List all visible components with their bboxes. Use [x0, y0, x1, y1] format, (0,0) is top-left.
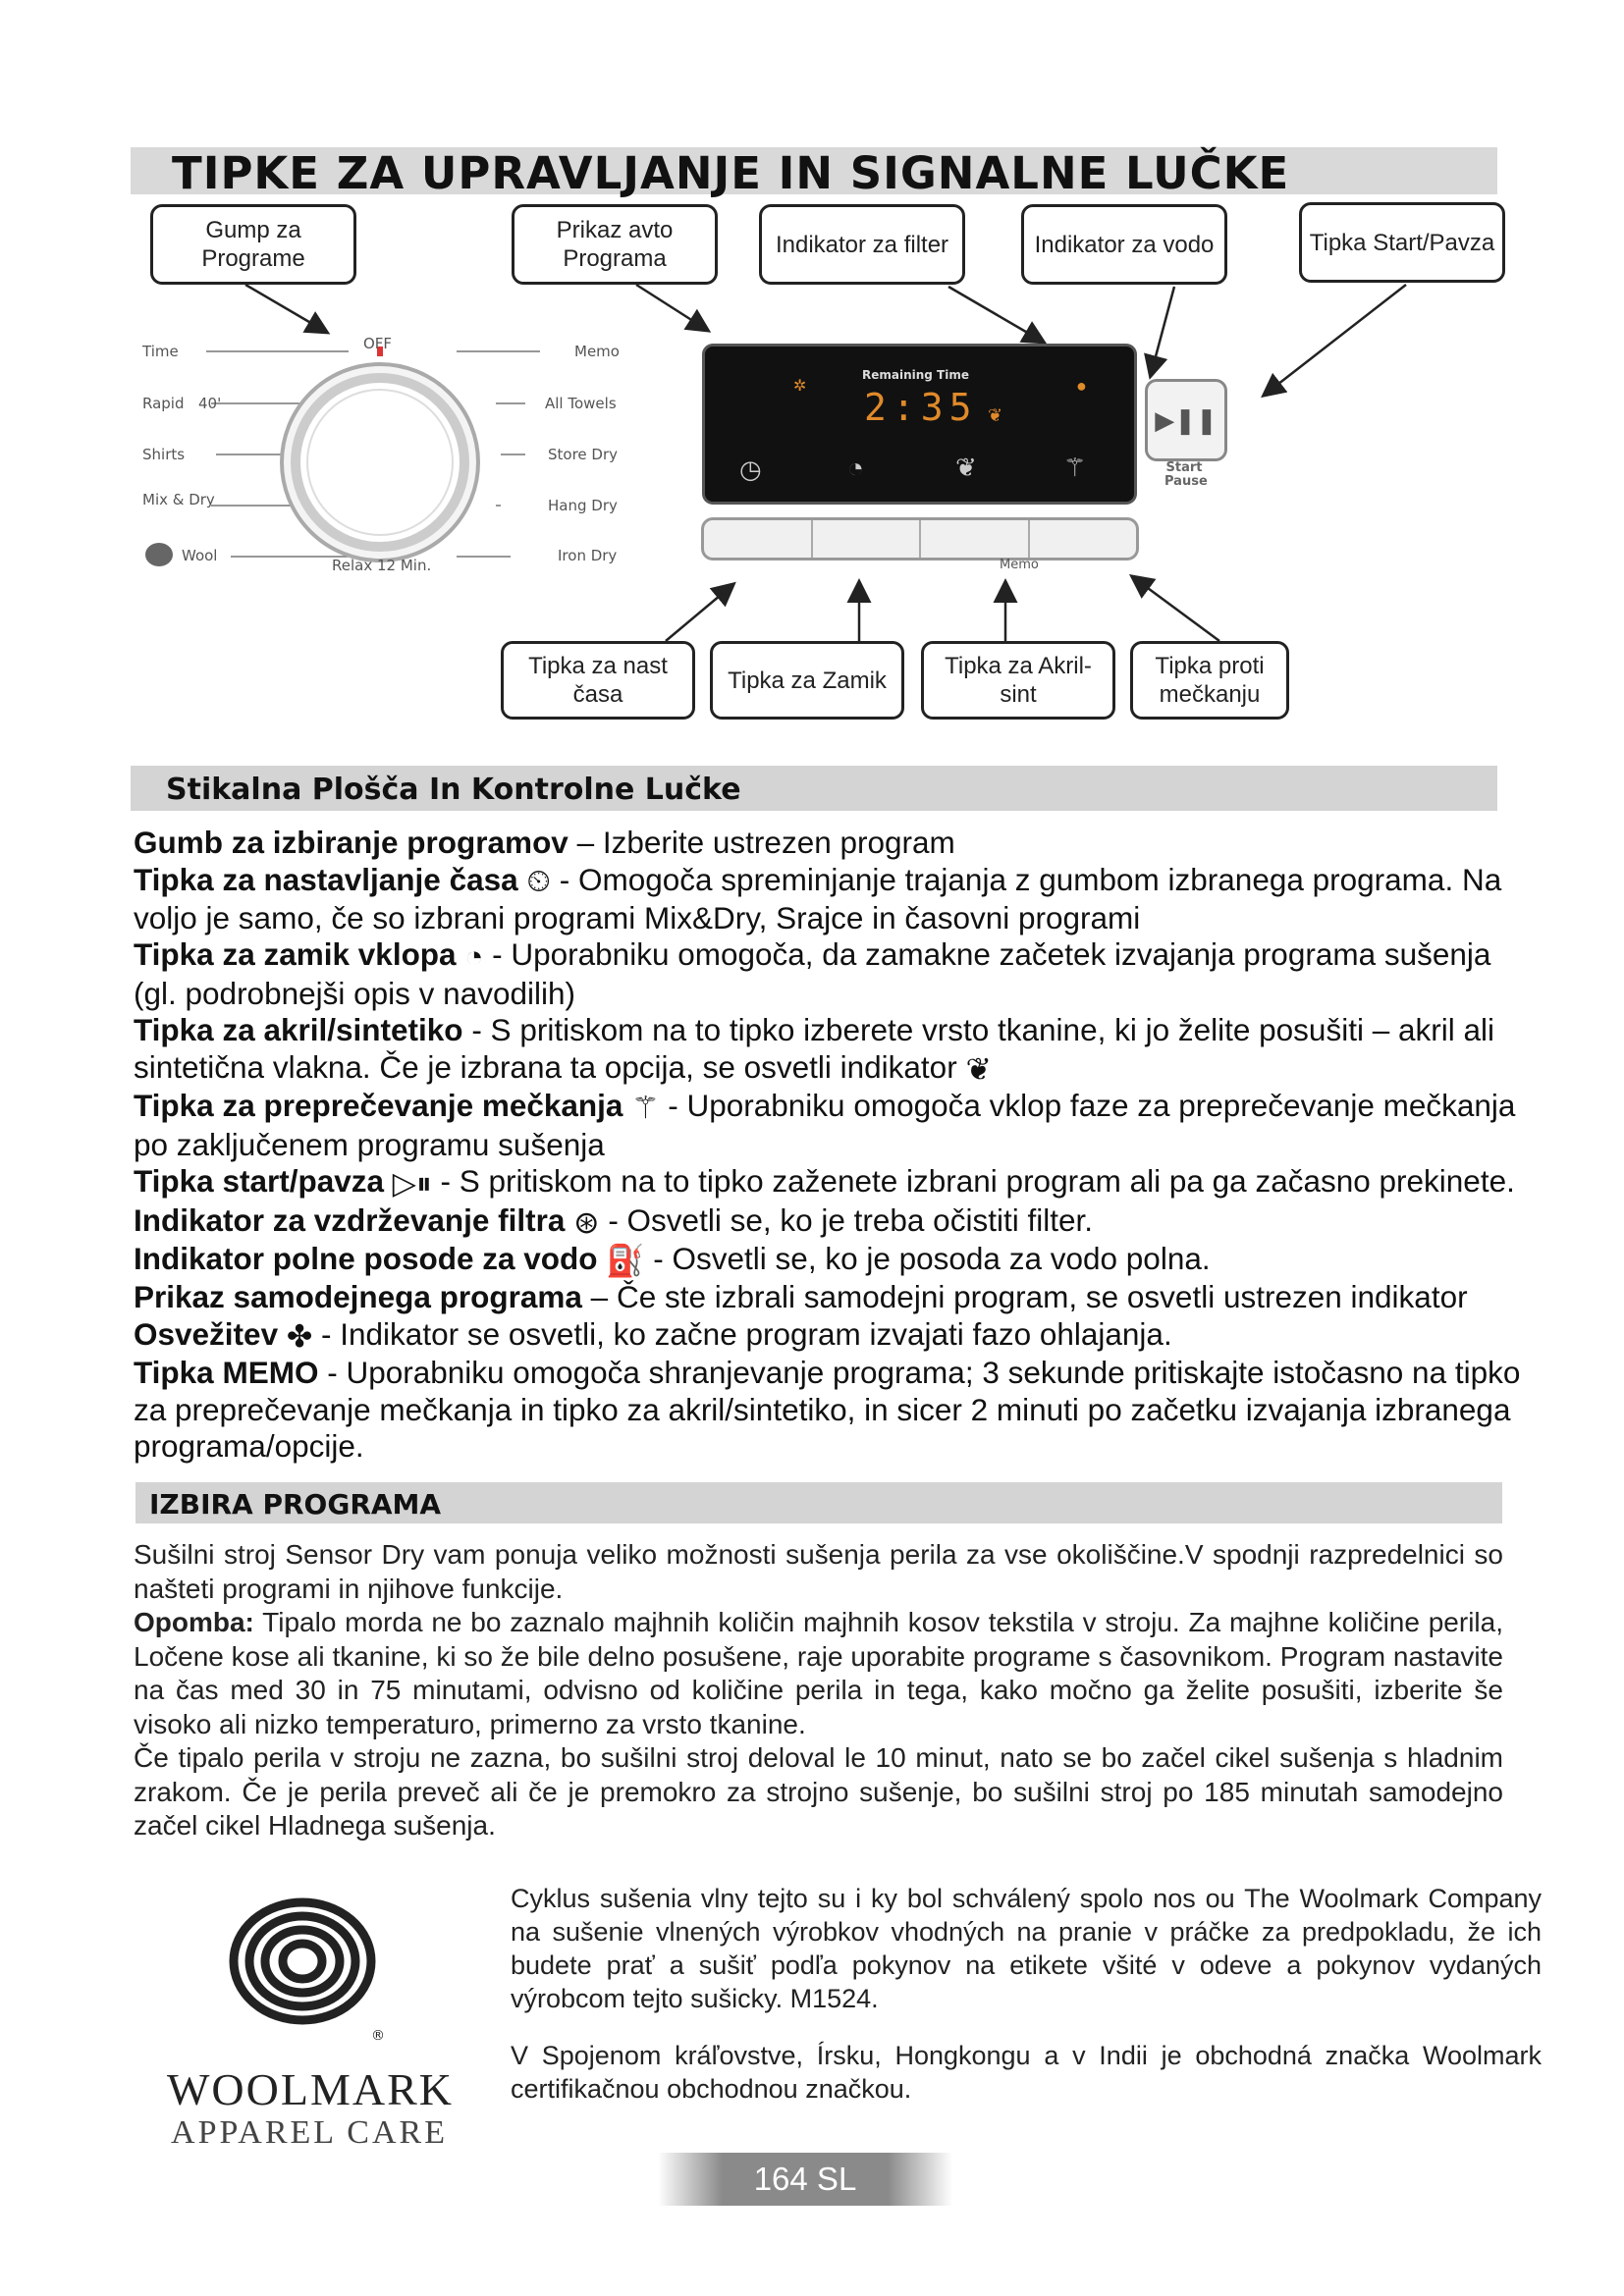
fan-icon: ✤ — [286, 1317, 313, 1354]
callout-meckanju: Tipka proti mečkanju — [1130, 641, 1289, 720]
woolmark-para-1: Cyklus sušenia vlny tejto su i ky bol schválený spolo nos ou The Woolmark Company na sušenie vlnených výrobkov vhodných na pranie v práčke za predpokladu, že ich budete prať a sušiť podľa pokynov na etikete všité v odeve a pokynov vydaných výrobcom tejto sušicky. M1524. — [511, 1884, 1542, 2013]
section-controls-title: Stikalna Plošča In Kontrolne Lučke — [166, 773, 741, 807]
delay-icon: ◔ — [464, 938, 484, 975]
dial-rapid-label: Rapid — [142, 395, 185, 412]
start-pause-button[interactable] — [1145, 379, 1227, 461]
start-pause-icon: ▷⏸ — [392, 1165, 432, 1201]
synthetic-indicator-icon: ❦ — [988, 405, 1003, 425]
arrow-nast — [666, 585, 732, 641]
water-tank-icon: ⛽ — [606, 1242, 645, 1278]
woolmark-apparel-care: APPAREL CARE — [171, 2114, 448, 2151]
arrow-filter — [948, 287, 1043, 342]
dial-rapid-temp-label: 40' — [198, 395, 222, 412]
section-program-title: IZBIRA PROGRAMA — [149, 1488, 442, 1521]
acrylic-synth-button[interactable] — [921, 520, 1030, 558]
woolmark-para-2: V Spojenom kráľovstve, Írsku, Hongkongu a v Indii je obchodná značka Woolmark certifikačnou obchodnou značkou. — [511, 2041, 1542, 2104]
anticrease-icon: ⚚ — [631, 1090, 660, 1126]
dial-hangdry-label: Hang Dry — [548, 497, 618, 514]
remaining-time-label: Remaining Time — [862, 368, 970, 382]
section-controls-bar — [131, 766, 1497, 811]
control-display — [705, 347, 1134, 502]
arrow-start — [1265, 285, 1406, 395]
item-filter-indicator: Indikator za vzdrževanje filtra ⊛ - Osvetli se, ko je treba očistiti filter. — [134, 1201, 1093, 1240]
arrow-gump — [245, 285, 326, 332]
program-note: Opomba: Tipalo morda ne bo zaznalo majhnih količin majhnih kosov tekstila v stroju. Za majhne količine perila, Ločene kose ali tkanine, ki so že bile delno posušene, raje uporabite programe s časovnikom. Program nastavite na čas med 30 in 75 minutami, odvisno od količine perila in tega, kako močno ga želite posušiti, izberite še visoko ali nizko temperaturo, primerno za vrsto tkanine. — [134, 1607, 1503, 1739]
woolmark-wordmark: WOOLMARK — [167, 2064, 454, 2114]
svg-text:®: ® — [371, 2028, 385, 2044]
dial-irondry-label: Iron Dry — [558, 547, 618, 564]
callout-nast: Tipka za nast časa — [501, 641, 695, 720]
dial-wool-label: Wool — [182, 547, 218, 564]
leaf-icon: ❦ — [965, 1050, 992, 1087]
arrow-meckanju — [1133, 577, 1219, 641]
item-delay-button: Tipka za zamik vklopa ◔ - Uporabniku omogoča, da zamakne začetek izvajanja programa sušenja (gl. podrobnejši opis v navodilih) — [134, 936, 1491, 1011]
program-intro: Sušilni stroj Sensor Dry vam ponuja veliko možnosti sušenja perila za vse okoliščine.V spodnji razpredelnici so našteti programi in njihove funkcije. — [134, 1539, 1503, 1604]
refresh-indicator-icon: ✲ — [793, 378, 807, 395]
dial-time-label: Time — [142, 343, 179, 360]
callout-prikaz: Prikaz avto Programa — [512, 204, 718, 285]
arrow-vodo — [1151, 287, 1174, 375]
wool-ball-icon — [145, 543, 173, 566]
item-memo: Tipka MEMO - Uporabniku omogoča shranjevanje programa; 3 sekunde pritiskajte istočasno na tipko za preprečevanje mečkanja in tipko za akril/sintetiko, in sicer 2 minuti po začetku izvajanja izbranega programa/opcije. — [134, 1355, 1521, 1465]
callout-gump: Gump za Programe — [150, 204, 356, 285]
memo-strip-label: Memo — [1000, 558, 1039, 572]
play-pause-icon: ▶❚❚ — [1155, 404, 1218, 435]
item-time-button: Tipka za nastavljanje časa ⏲ - Omogoča spreminjanje trajanja z gumbom izbranega programa. Na voljo je samo, če so izbrani programi Mix&Dry, Srajce in časovni programi — [134, 861, 1502, 935]
woolmark-logo — [157, 1883, 452, 2158]
anticrease-button-icon[interactable]: ⚚ — [1063, 453, 1087, 482]
program-sensor: Če tipalo perila v stroju ne zazna, bo sušilni stroj deloval le 10 minut, nato se bo začel cikel sušenja s hladnim zrakom. Če je perila preveč ali če je premokro za strojno sušenje, bo sušilni stroj po 185 minutah samodejno začel cikel Hladnega sušenja. — [134, 1742, 1503, 1841]
item-auto-program: Prikaz samodejnega programa – Če ste izbrali samodejni program, se osvetli ustrezen indikator — [134, 1279, 1468, 1315]
dial-off-label: OFF — [363, 335, 393, 352]
callout-start: Tipka Start/Pavza — [1299, 202, 1505, 283]
item-start-pause: Tipka start/pavza ▷⏸ - S pritiskom na to tipko zaženete izbrani program ali pa ga začasno prekinete. — [134, 1163, 1515, 1201]
remaining-time-value: 2:35 — [864, 386, 978, 429]
woolmark-description — [511, 1882, 1542, 2106]
page-number: 164 SL — [658, 2153, 952, 2206]
callout-filter: Indikator za filter — [759, 204, 965, 285]
note-label: Opomba: — [134, 1607, 254, 1637]
time-button-icon[interactable]: ◷ — [739, 454, 762, 484]
button-strip — [701, 517, 1139, 561]
dial-alltowels-label: All Towels — [545, 395, 617, 412]
time-set-button[interactable] — [704, 520, 813, 558]
arrow-prikaz — [636, 285, 707, 330]
filter-indicator-icon: ● — [1076, 376, 1087, 396]
callout-akril: Tipka za Akril-sint — [921, 641, 1115, 720]
program-dial-area — [137, 329, 687, 584]
delay-button-icon[interactable]: ◔ — [847, 453, 864, 483]
item-acrylic-button: Tipka za akril/sintetiko - S pritiskom na to tipko izberete vrsto tkanine, ki jo želite posušiti – akril ali sintetična vlakna. Če je izbrana ta opcija, se osvetli indikator ❦ — [134, 1012, 1494, 1087]
controls-description — [134, 825, 1528, 1466]
dial-shirts-label: Shirts — [142, 446, 186, 463]
item-refresh: Osvežitev ✤ - Indikator se osvetli, ko začne program izvajati fazo ohlajanja. — [134, 1315, 1172, 1354]
clock-icon: ⏲ — [526, 863, 551, 899]
dial-memo-label: Memo — [574, 343, 620, 360]
page-title: TIPKE ZA UPRAVLJANJE IN SIGNALNE LUČKE — [172, 147, 1290, 199]
dial-relax-label: Relax 12 Min. — [332, 557, 432, 574]
callout-vodo: Indikator za vodo — [1021, 204, 1227, 285]
item-water-indicator: Indikator polne posode za vodo ⛽ - Osvetli se, ko je posoda za vodo polna. — [134, 1241, 1211, 1278]
anticrease-button[interactable] — [1030, 520, 1137, 558]
filter-icon: ⊛ — [573, 1203, 600, 1240]
callout-zamik: Tipka za Zamik — [710, 641, 904, 720]
dial-storedry-label: Store Dry — [548, 446, 619, 463]
program-description — [134, 1538, 1503, 1843]
section-program-bar — [135, 1482, 1502, 1523]
woolmark-symbol-icon — [214, 1883, 391, 2059]
acrylic-button-icon[interactable]: ❦ — [955, 453, 977, 482]
start-pause-label: Start Pause — [1164, 460, 1208, 489]
item-anticrease-button: Tipka za preprečevanje mečkanja ⚚ - Uporabniku omogoča vklop faze za preprečevanje mečkanja po zaključenem programu sušenja — [134, 1088, 1516, 1162]
dial-mixdry-label: Mix & Dry — [142, 491, 215, 508]
delay-button[interactable] — [813, 520, 922, 558]
item-program-knob: Gumb za izbiranje programov – Izberite ustrezen program — [134, 825, 955, 860]
